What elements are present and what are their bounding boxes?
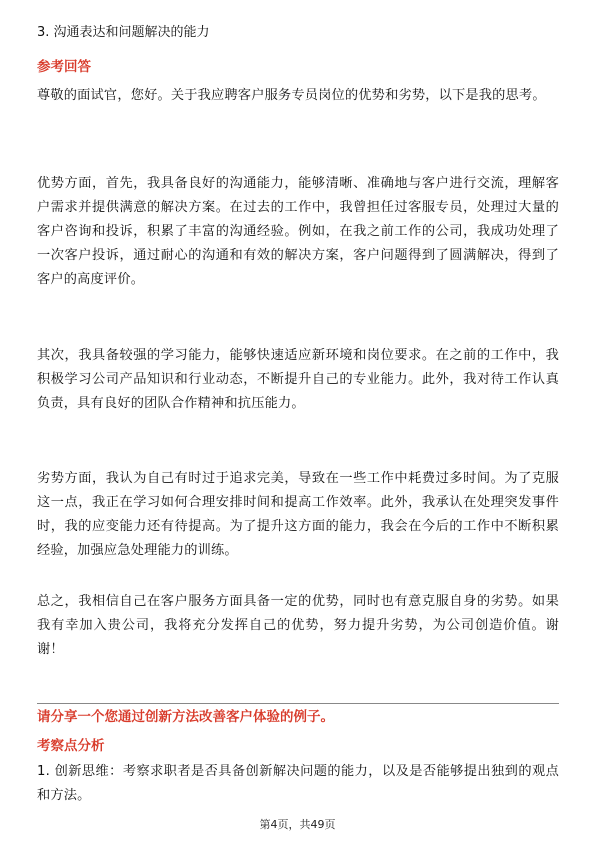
next-question: 请分享一个您通过创新方法改善客户体验的例子。 [37,709,334,725]
answer-paragraph: 尊敬的面试官，您好。关于我应聘客户服务专员岗位的优势和劣势，以下是我的思考。 [37,88,546,103]
section-divider [37,703,559,704]
answer-paragraph: 优势方面，首先，我具备良好的沟通能力，能够清晰、准确地与客户进行交流，理解客户需求并提供满意的解决方案。在过去的工作中，我曾担任过客服专员，处理过大量的客户咨询和投诉，积累了丰富的沟通经验。例如，在我之前工作的公司，我成功处理了一次客户投诉，通过耐心的沟通和有效的解决方案，客户问题得到了圆满解决，得到了客户的高度评价。 [37,176,559,287]
section-title: 3. 沟通表达和问题解决的能力 [37,25,210,40]
answer-paragraph: 总之，我相信自己在客户服务方面具备一定的优势，同时也有意克服自身的劣势。如果我有幸加入贵公司，我将充分发挥自己的优势，努力提升劣势，为公司创造价值。谢谢！ [37,594,559,657]
analysis-label: 考察点分析 [37,738,105,754]
page-number: 第4页，共49页 [259,818,336,831]
answer-paragraph: 劣势方面，我认为自己有时过于追求完美，导致在一些工作中耗费过多时间。为了克服这一点，我正在学习如何合理安排时间和提高工作效率。此外，我承认在处理突发事件时，我的应变能力还有待提高。为了提升这方面的能力，我会在今后的工作中不断积累经验，加强应急处理能力的训练。 [37,471,559,558]
answer-label: 参考回答 [37,59,91,75]
analysis-item: 1. 创新思维：考察求职者是否具备创新解决问题的能力，以及是否能够提出独到的观点和方法。 [37,764,559,803]
answer-paragraph: 其次，我具备较强的学习能力，能够快速适应新环境和岗位要求。在之前的工作中，我积极学习公司产品知识和行业动态，不断提升自己的专业能力。此外，我对待工作认真负责，具有良好的团队合作精神和抗压能力。 [37,348,559,411]
